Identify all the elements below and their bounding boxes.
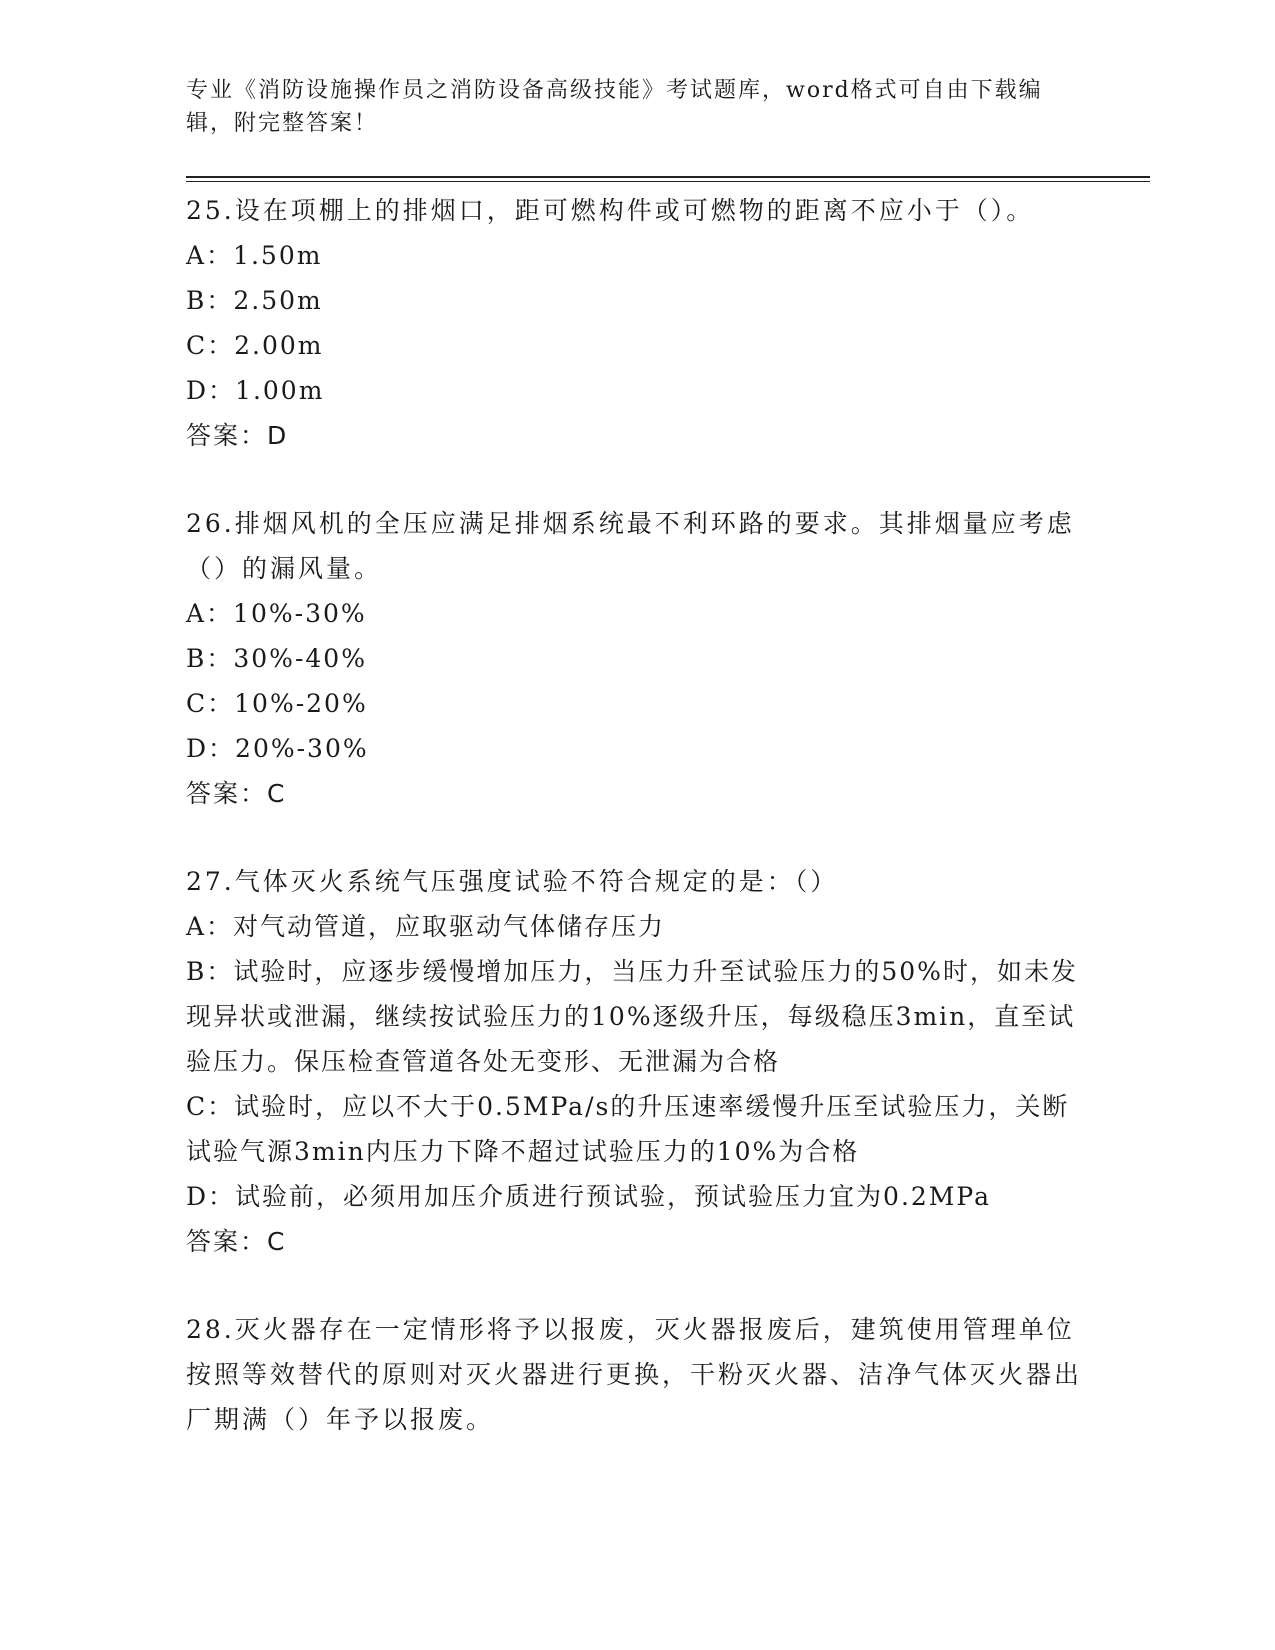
option-a: A：对气动管道，应取驱动气体储存压力 [186,912,666,941]
question-25 [186,188,1086,458]
answer-line: 答案：C [186,779,287,808]
question-27 [186,859,1086,1264]
option-d: D：1.00m [186,376,325,405]
question-28 [186,1307,1086,1442]
question-stem: 28.灭火器存在一定情形将予以报废，灭火器报废后，建筑使用管理单位按照等效替代的原则对灭火器进行更换，干粉灭火器、洁净气体灭火器出厂期满（）年予以报废。 [186,1315,1083,1434]
option-c: C：试验时，应以不大于0.5MPa/s的升压速率缓慢升压至试验压力，关断试验气源3min内压力下降不超过试验压力的10%为合格 [186,1092,1070,1166]
question-stem: 25.设在项棚上的排烟口，距可燃构件或可燃物的距离不应小于（）。 [186,196,1035,225]
option-b: B：试验时，应逐步缓慢增加压力，当压力升至试验压力的50%时，如未发现异状或泄漏，继续按试验压力的10%逐级升压，每级稳压3min，直至试验压力。保压检查管道各处无变形、无泄漏为合格 [186,957,1078,1076]
option-d: D：试验前，必须用加压介质进行预试验，预试验压力宜为0.2MPa [186,1182,992,1211]
question-stem: 26.排烟风机的全压应满足排烟系统最不利环路的要求。其排烟量应考虑（）的漏风量。 [186,509,1075,583]
answer-line: 答案：C [186,1227,287,1256]
option-c: C：10%-20% [186,689,368,718]
option-b: B：2.50m [186,286,323,315]
option-a: A：10%-30% [186,599,367,628]
document-intro: 专业《消防设施操作员之消防设备高级技能》考试题库，word格式可自由下载编辑，附完整答案！ [186,78,1043,136]
option-c: C：2.00m [186,331,324,360]
answer-line: 答案：D [186,421,289,450]
question-26 [186,501,1086,816]
header-divider-thin [186,181,1150,182]
option-b: B：30%-40% [186,644,367,673]
question-stem: 27.气体灭火系统气压强度试验不符合规定的是：（） [186,867,839,896]
question-list [186,188,1086,1442]
header-divider [186,176,1150,178]
option-a: A：1.50m [186,241,323,270]
option-d: D：20%-30% [186,734,369,763]
